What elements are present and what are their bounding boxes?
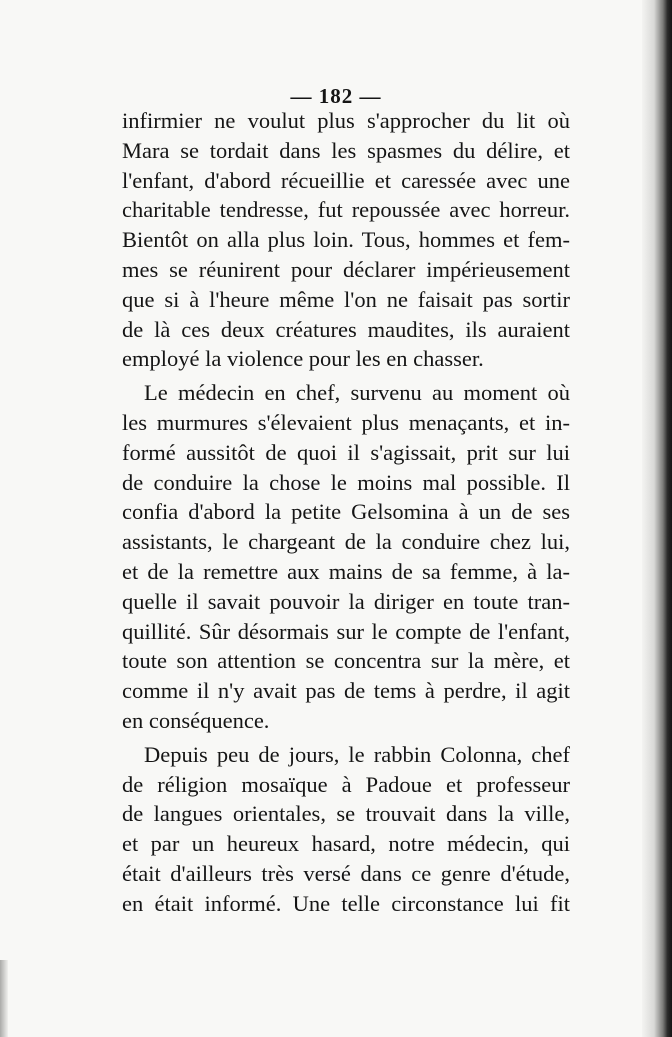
page-left-edge-shadow — [0, 960, 8, 1037]
text-line: de langues orientales, se trouvait dans la ville, — [122, 801, 570, 827]
text-line: confia d'abord la petite Gelsomina à un de ses — [122, 499, 570, 525]
text-line: Depuis peu de jours, le rabbin Colonna, chef — [144, 741, 570, 767]
text-line: quelle il savait pouvoir la diriger en toute tran- — [122, 588, 570, 614]
paragraph — [122, 740, 570, 919]
body-text — [122, 106, 570, 919]
text-line: Mara se tordait dans les spasmes du délire, et — [122, 137, 570, 163]
text-line: les murmures s'élevaient plus menaçants, et in- — [122, 409, 570, 435]
text-line: quillité. Sûr désormais sur le compte de l'enfant, — [122, 618, 570, 644]
text-line: de réligion mosaïque à Padoue et professeur — [122, 771, 570, 797]
paragraph — [122, 378, 570, 736]
text-line: assistants, le chargeant de la conduire chez lui, — [122, 529, 570, 555]
text-line: toute son attention se concentra sur la mère, et — [122, 648, 570, 674]
text-line: de là ces deux créatures maudites, ils auraient — [122, 316, 570, 342]
paragraph — [122, 106, 570, 374]
text-line: charitable tendresse, fut repoussée avec horreur. — [122, 197, 570, 223]
text-line: que si à l'heure même l'on ne faisait pas sortir — [122, 286, 570, 312]
text-line: était d'ailleurs très versé dans ce genre d'étude, — [122, 860, 570, 886]
text-line: employé la violence pour les en chasser. — [122, 346, 484, 372]
text-line: en était informé. Une telle circonstance lui fit — [122, 890, 570, 916]
text-line: formé aussitôt de quoi il s'agissait, prit sur lui — [122, 439, 570, 465]
text-line: de conduire la chose le moins mal possible. Il — [122, 469, 570, 495]
text-line: infirmier ne voulut plus s'approcher du lit où — [122, 108, 570, 133]
page-binding-edge — [642, 0, 672, 1037]
text-line: Bientôt on alla plus loin. Tous, hommes et fem- — [122, 227, 570, 253]
text-line: en conséquence. — [122, 707, 270, 733]
text-line: mes se réunirent pour déclarer impérieusement — [122, 256, 570, 282]
text-line: Le médecin en chef, survenu au moment où — [144, 380, 570, 406]
text-line: comme il n'y avait pas de tems à perdre, il agit — [122, 678, 570, 704]
text-line: l'enfant, d'abord récueillie et caressée avec une — [122, 167, 570, 193]
text-line: et par un heureux hasard, notre médecin, qui — [122, 831, 570, 857]
page-number: — 182 — — [290, 84, 382, 108]
text-line: et de la remettre aux mains de sa femme, à la- — [122, 558, 570, 584]
